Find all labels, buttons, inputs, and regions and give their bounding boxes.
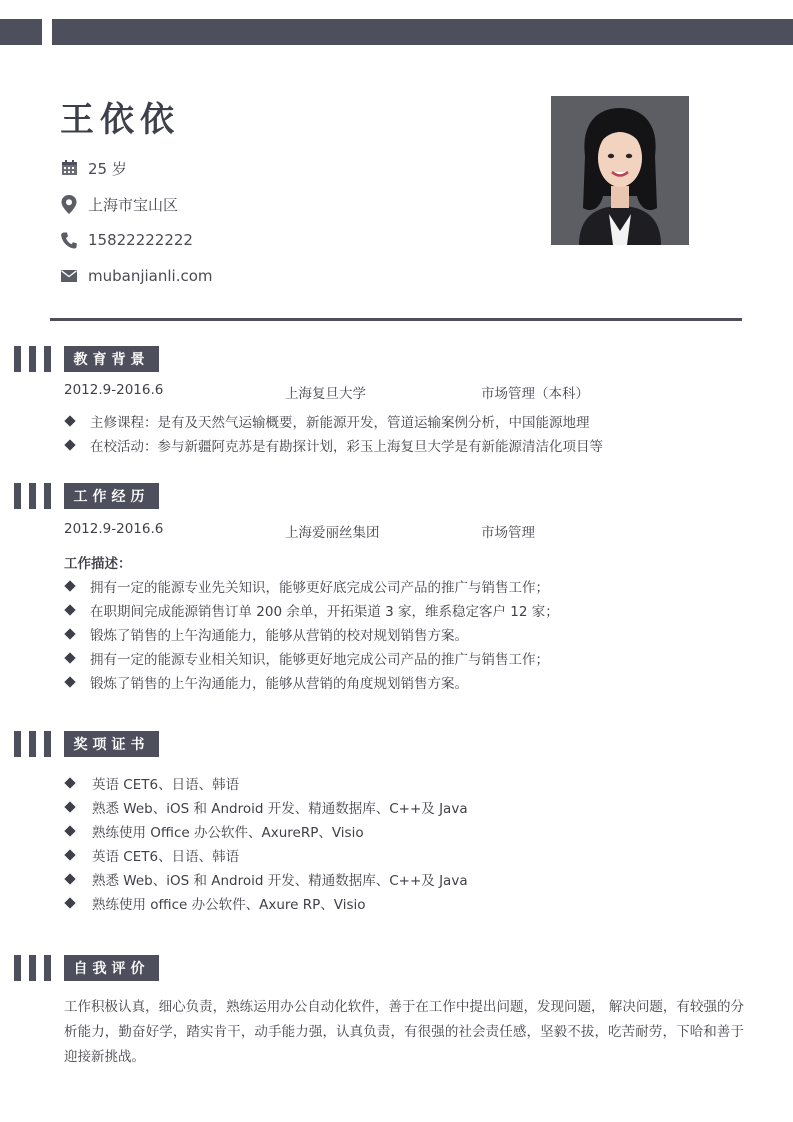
section-bar (44, 483, 51, 509)
mail-icon (60, 267, 78, 285)
top-bar-right (52, 19, 793, 45)
location-text: 上海市宝山区 (88, 195, 179, 214)
list-item: 熟悉 Web、iOS 和 Android 开发、精通数据库、C++及 Java (66, 869, 468, 889)
section-bar (44, 955, 51, 981)
section-bar (44, 346, 51, 372)
work-period: 2012.9-2016.6 (64, 521, 164, 537)
section-bar (14, 731, 21, 757)
list-item: 在校活动：参与新疆阿克苏是有勘探计划，彩玉上海复旦大学是有新能源清洁化项目等 (66, 435, 603, 455)
list-item: 拥有一定的能源专业先关知识，能够更好底完成公司产品的推广与销售工作； (66, 576, 549, 596)
section-bar (14, 955, 21, 981)
section-work-header (14, 483, 159, 509)
info-phone (60, 229, 193, 251)
list-item: 英语 CET6、日语、韩语 (66, 773, 239, 793)
diamond-bullet-icon (64, 604, 75, 615)
age-text: 25 岁 (88, 159, 127, 178)
section-bar (29, 731, 36, 757)
list-item: 主修课程：是有及天然气运输概要，新能源开发，管道运输案例分析，中国能源地理 (66, 411, 590, 431)
diamond-bullet-icon (64, 580, 75, 591)
list-item: 锻炼了销售的上午沟通能力，能够从营销的角度规划销售方案。 (66, 672, 468, 692)
section-bar (14, 483, 21, 509)
education-period: 2012.9-2016.6 (64, 382, 164, 398)
diamond-bullet-icon (64, 439, 75, 450)
education-school: 上海复旦大学 (285, 386, 366, 402)
diamond-bullet-icon (64, 676, 75, 687)
self-eval-text: 工作积极认真，细心负责，熟练运用办公自动化软件，善于在工作中提出问题，发现问题， 解决问题，有较强的分析能力，勤奋好学，踏实肯干，动手能力强，认真负责，有很强的社会责任感，坚毅不拔，吃苦耐劳，下哈和善于迎接新挑战。 (64, 999, 744, 1065)
section-education-header (14, 346, 159, 372)
diamond-bullet-icon (64, 849, 75, 860)
work-position: 市场管理 (481, 525, 535, 541)
diamond-bullet-icon (64, 628, 75, 639)
diamond-bullet-icon (64, 873, 75, 884)
list-item: 熟悉 Web、iOS 和 Android 开发、精通数据库、C++及 Java (66, 797, 468, 817)
location-pin-icon (60, 195, 78, 213)
section-bar (29, 955, 36, 981)
list-item: 熟练使用 office 办公软件、Axure RP、Visio (66, 893, 366, 913)
diamond-bullet-icon (64, 801, 75, 812)
section-bar (14, 346, 21, 372)
info-age (60, 157, 127, 179)
list-item: 熟练使用 Office 办公软件、AxureRP、Visio (66, 821, 364, 841)
diamond-bullet-icon (64, 652, 75, 663)
section-bar (29, 346, 36, 372)
list-item: 在职期间完成能源销售订单 200 余单，开拓渠道 3 家，维系稳定客户 12 家； (66, 600, 559, 620)
list-item: 英语 CET6、日语、韩语 (66, 845, 239, 865)
candidate-name: 王依依 (60, 100, 180, 140)
diamond-bullet-icon (64, 777, 75, 788)
diamond-bullet-icon (64, 897, 75, 908)
section-self-eval-title: 自我评价 (64, 955, 159, 981)
list-item: 锻炼了销售的上午沟通能力，能够从营销的校对规划销售方案。 (66, 624, 468, 644)
section-bar (44, 731, 51, 757)
phone-icon (60, 231, 78, 249)
info-location (60, 193, 178, 215)
work-desc-label: 工作描述： (64, 556, 132, 572)
diamond-bullet-icon (64, 415, 75, 426)
section-self-eval-header (14, 955, 159, 981)
section-awards-title: 奖项证书 (64, 731, 159, 757)
profile-photo (551, 96, 689, 245)
website-text: mubanjianli.com (88, 267, 213, 285)
header-divider (50, 318, 742, 321)
phone-text: 15822222222 (88, 231, 193, 249)
section-awards-header (14, 731, 159, 757)
diamond-bullet-icon (64, 825, 75, 836)
top-bar-left (0, 19, 42, 45)
section-bar (29, 483, 36, 509)
work-company: 上海爱丽丝集团 (285, 525, 380, 541)
list-item: 拥有一定的能源专业相关知识，能够更好地完成公司产品的推广与销售工作； (66, 648, 549, 668)
section-work-title: 工作经历 (64, 483, 159, 509)
section-education-title: 教育背景 (64, 346, 159, 372)
calendar-icon (60, 159, 78, 177)
info-website (60, 265, 213, 287)
education-major: 市场管理（本科） (481, 386, 589, 402)
